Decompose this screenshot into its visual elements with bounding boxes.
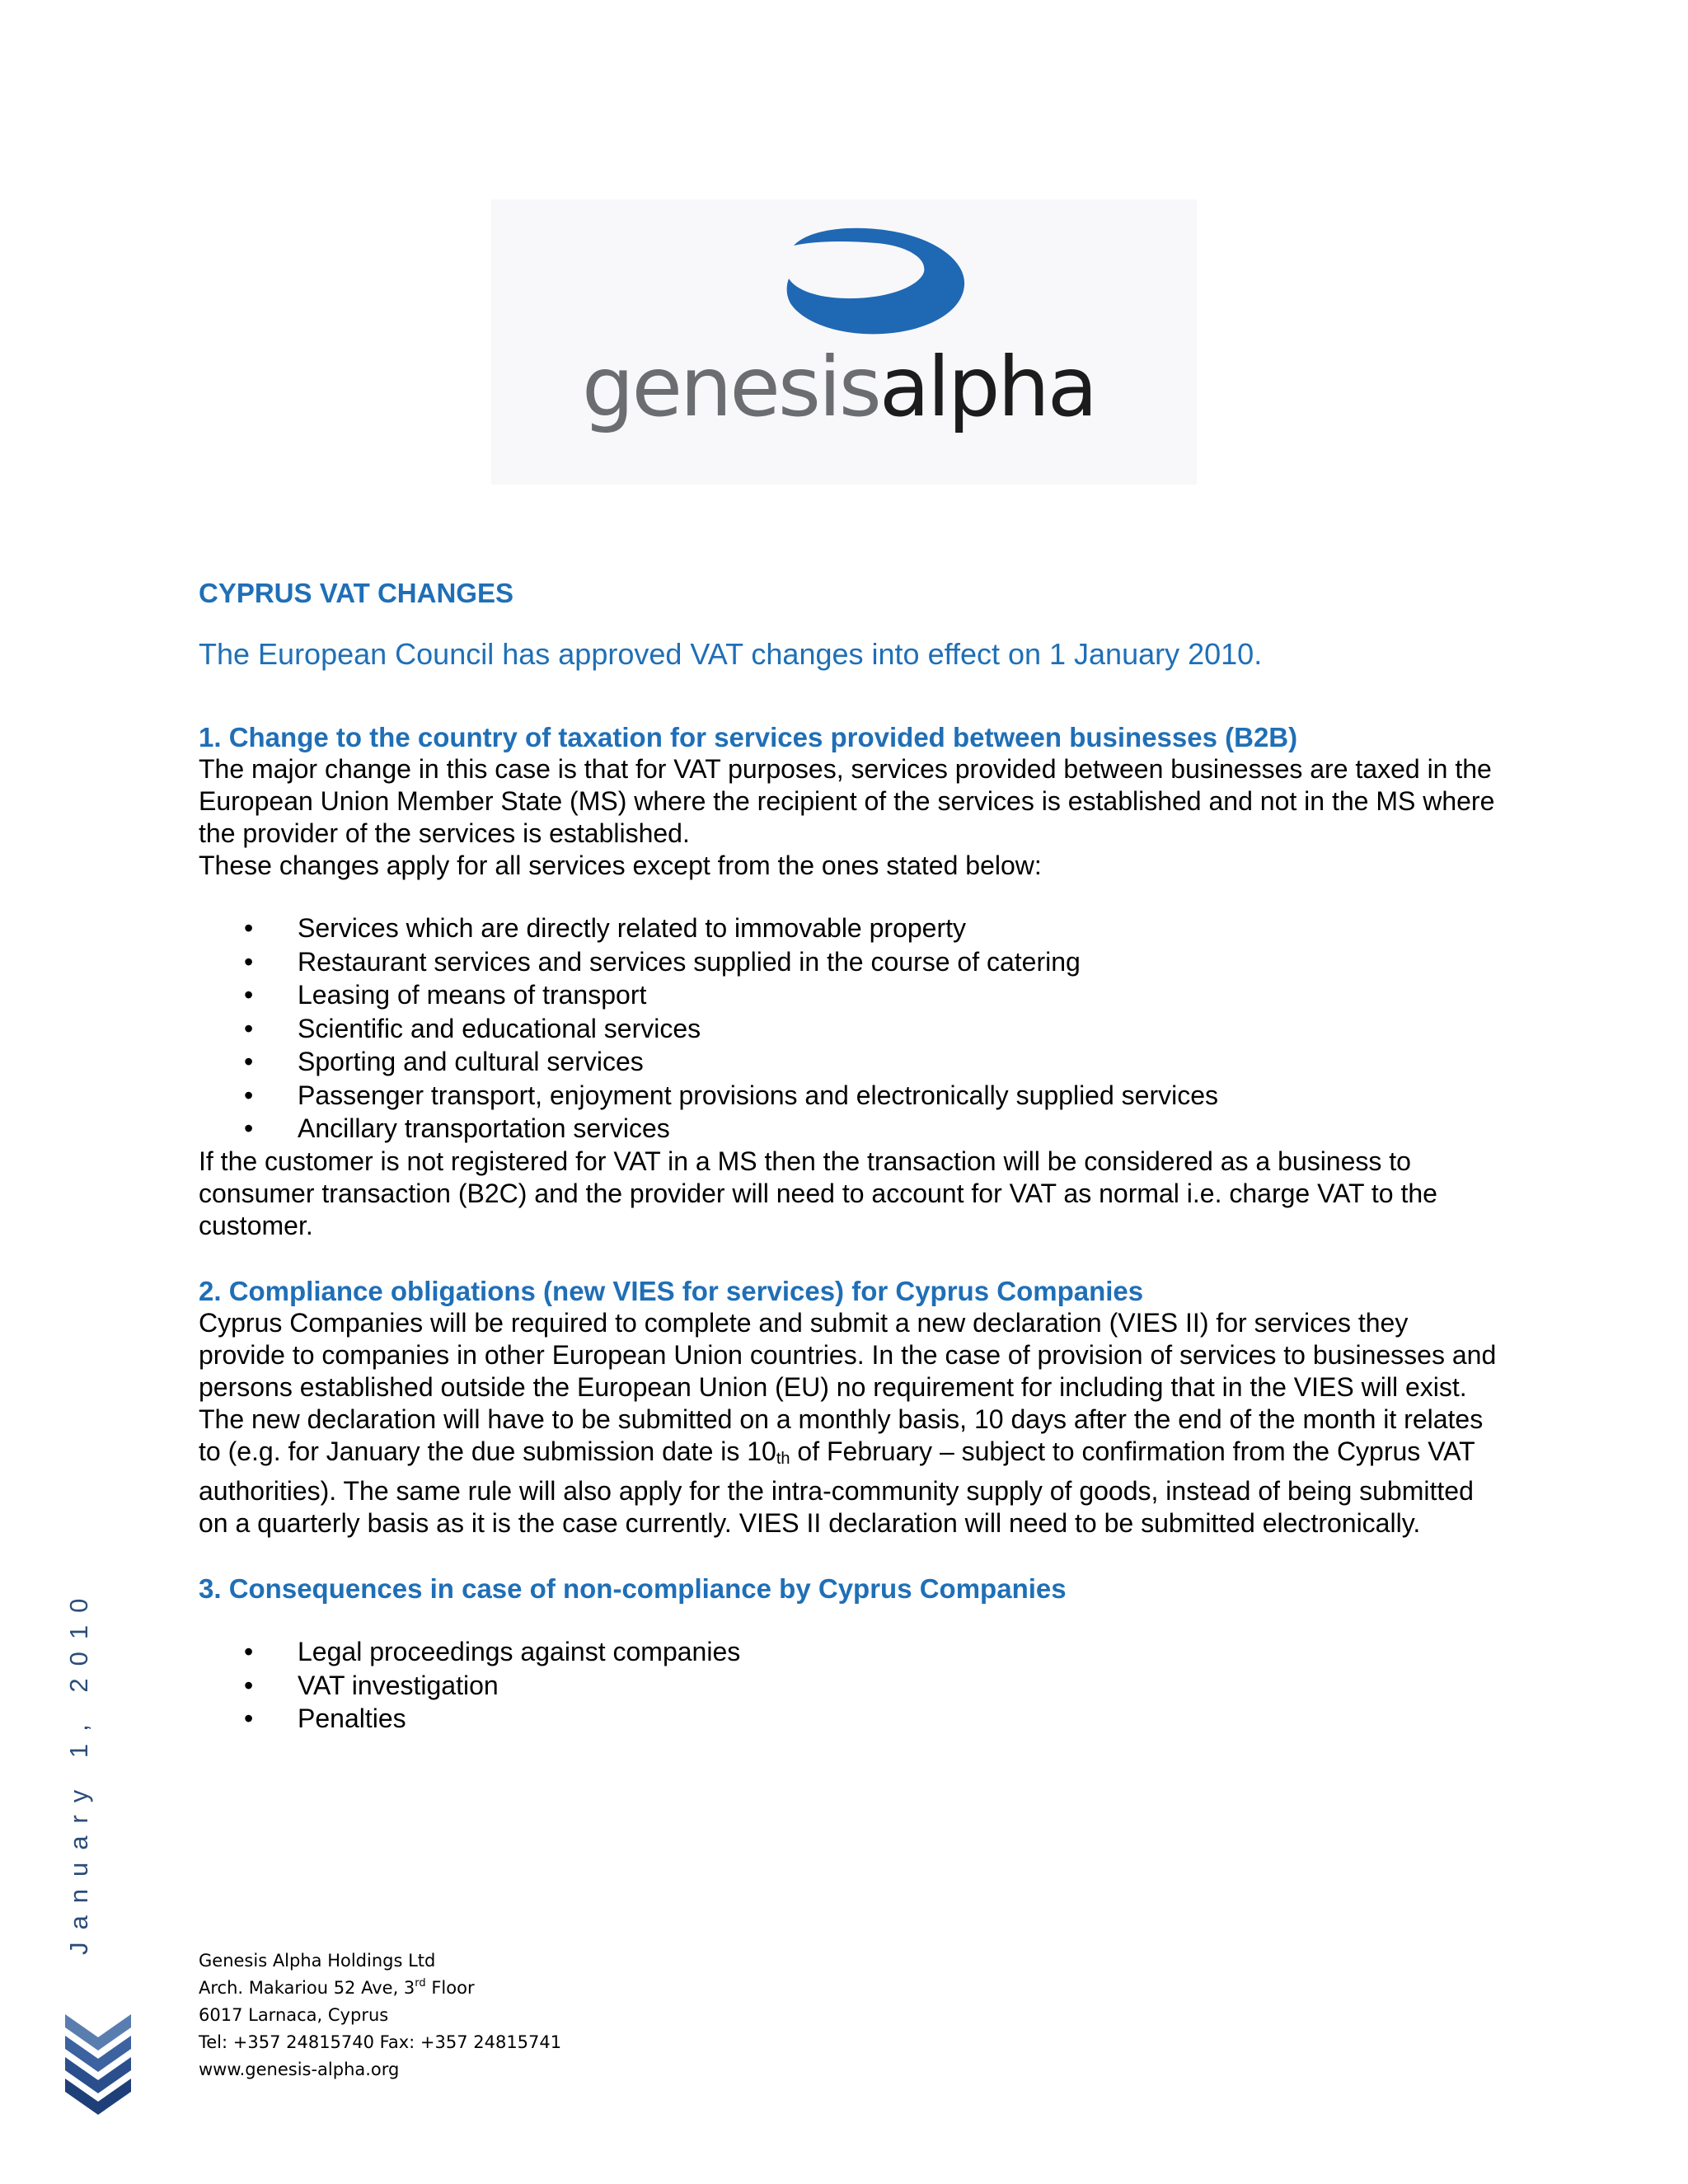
footer-address: Arch. Makariou 52 Ave, 3rd Floor <box>199 1977 475 1998</box>
list-item: • Restaurant services and services supplied in the course of catering <box>199 945 1501 979</box>
chevron-down-icon <box>62 2011 134 2118</box>
section1-heading: 1. Change to the country of taxation for services provided between businesses (B2B) <box>199 721 1298 752</box>
sidebar-date: January 1, 2010 <box>64 1586 93 1955</box>
list-item: • Passenger transport, enjoyment provisions and electronically supplied services <box>199 1079 1501 1113</box>
section3-consequences-list <box>199 1635 1501 1736</box>
list-item: • Sporting and cultural services <box>199 1045 1501 1079</box>
document-title: CYPRUS VAT CHANGES <box>199 578 513 608</box>
section1-paragraph3: If the customer is not registered for VAT in a MS then the transaction will be considered as a business to consumer transaction (B2C) and the provider will need to account for VAT as normal i.e. charge VAT to the customer. <box>199 1146 1437 1240</box>
list-item: • Services which are directly related to immovable property <box>199 912 1501 945</box>
footer-website: www.genesis-alpha.org <box>199 2060 400 2079</box>
list-item: • Leasing of means of transport <box>199 978 1501 1012</box>
list-item: • VAT investigation <box>199 1669 1501 1703</box>
footer-phone: Tel: +357 24815740 Fax: +357 24815741 <box>199 2032 562 2052</box>
list-item: • Scientific and educational services <box>199 1012 1501 1046</box>
section2-heading: 2. Compliance obligations (new VIES for services) for Cyprus Companies <box>199 1275 1144 1306</box>
footer-city: 6017 Larnaca, Cyprus <box>199 2005 389 2025</box>
section1-exceptions-list <box>199 912 1501 1146</box>
list-item: • Legal proceedings against companies <box>199 1635 1501 1669</box>
section3-heading: 3. Consequences in case of non-compliance by Cyprus Companies <box>199 1573 1067 1605</box>
list-item: • Penalties <box>199 1702 1501 1736</box>
footer-company: Genesis Alpha Holdings Ltd <box>199 1951 436 1971</box>
company-logo <box>491 199 1197 485</box>
footer-address-block <box>199 1947 561 2083</box>
logo-wordmark: genesisalpha <box>582 339 1096 435</box>
section2-paragraph1: Cyprus Companies will be required to complete and submit a new declaration (VIES II) for services they provide to companies in other European Union countries. In the case of provision of services to businesses and persons established outside the European Union (EU) no requirement for including that in the VIES will exist. <box>199 1308 1497 1403</box>
section1-paragraph2: These changes apply for all services except from the ones stated below: <box>199 851 1042 881</box>
section2-paragraph2: The new declaration will have to be submitted on a monthly basis, 10 days after the end of the month it relates to (e.g. for January the due submission date is 10th of February – subject to confirmation from the Cyprus VAT authorities). The same rule will also apply for the intra-community supply of goods, instead of being submitted on a quarterly basis as it is the case currently. VIES II declaration will need to be submitted electronically. <box>199 1404 1484 1539</box>
document-body <box>199 577 1501 1736</box>
list-item: • Ancillary transportation services <box>199 1112 1501 1146</box>
intro-text: The European Council has approved VAT changes into effect on 1 January 2010. <box>199 636 1263 671</box>
section1-paragraph1: The major change in this case is that for VAT purposes, services provided between businesses are taxed in the European Union Member State (MS) where the recipient of the services is established and not in the MS where the provider of the services is established. <box>199 754 1495 849</box>
